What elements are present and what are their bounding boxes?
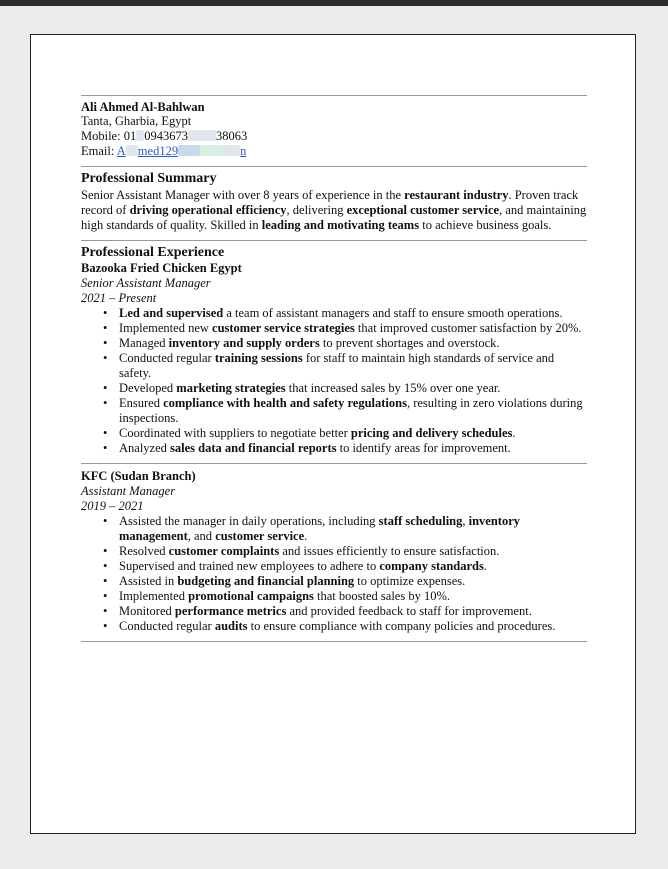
text-run: that boosted sales by 10%.: [313, 589, 450, 603]
bullet-item: [81, 441, 587, 456]
redaction-blur: [188, 130, 216, 141]
text-run: . Proven track record of: [81, 188, 579, 217]
candidate-name: Ali Ahmed Al-Bahlwan: [81, 100, 205, 114]
job-entry: [81, 261, 587, 456]
bold-text: promotional campaigns: [188, 589, 314, 603]
divider: [81, 463, 587, 464]
email-mid: med129: [137, 144, 179, 158]
divider: [81, 95, 587, 96]
email-end: n: [240, 144, 247, 158]
redaction-blur: [178, 145, 200, 156]
bullet-item: [81, 321, 587, 336]
experience-heading: Professional Experience: [81, 245, 225, 260]
contact-section: [81, 100, 587, 159]
text-run: Supervised and trained new employees to adhere to: [119, 559, 380, 573]
bullet-icon: •: [103, 321, 108, 335]
bullet-icon: •: [103, 306, 108, 320]
candidate-email: [81, 144, 587, 159]
text-run: Ensured: [119, 396, 164, 410]
text-run: Assisted the manager in daily operations, including: [119, 514, 379, 528]
job-bullet-list: [81, 306, 587, 456]
viewer-top-bar: [0, 0, 668, 6]
job-entry: [81, 469, 587, 634]
text-run: to optimize expenses.: [354, 574, 466, 588]
bold-text: pricing and delivery schedules: [350, 426, 513, 440]
document-page: [30, 34, 636, 834]
redaction-blur: [200, 145, 222, 156]
bold-text: customer service strategies: [212, 321, 355, 335]
text-run: Implemented new: [119, 321, 213, 335]
mobile-end: 38063: [215, 129, 248, 143]
bullet-icon: •: [103, 619, 108, 633]
divider: [81, 166, 587, 167]
experience-section: [81, 245, 587, 642]
text-run: Monitored: [119, 604, 175, 618]
bold-text: compliance with health and safety regulations: [163, 396, 407, 410]
text-run: Analyzed: [119, 441, 171, 455]
bullet-icon: •: [103, 514, 108, 528]
text-run: Conducted regular: [119, 619, 215, 633]
job-company: KFC (Sudan Branch): [81, 469, 196, 483]
text-run: Developed: [119, 381, 177, 395]
bullet-item: [81, 544, 587, 559]
text-run: Senior Assistant Manager with over 8 years of experience in the: [81, 188, 405, 202]
mobile-mid: 0943673: [144, 129, 188, 143]
bullet-icon: •: [103, 396, 108, 410]
bullet-icon: •: [103, 574, 108, 588]
bold-text: driving operational efficiency: [129, 203, 287, 217]
bold-text: staff scheduling: [378, 514, 463, 528]
bold-text: customer service: [215, 529, 305, 543]
bold-text: Led and supervised: [119, 306, 224, 320]
text-run: to identify areas for improvement.: [336, 441, 511, 455]
bullet-item: [81, 514, 587, 544]
bullet-icon: •: [103, 351, 108, 365]
text-run: .: [512, 426, 516, 440]
resume-content: [81, 95, 587, 642]
text-run: ,: [462, 514, 469, 528]
bullet-item: [81, 619, 587, 634]
text-run: , and: [187, 529, 216, 543]
mobile-start: 01: [123, 129, 137, 143]
email-label: Email:: [81, 144, 117, 158]
bullet-icon: •: [103, 336, 108, 350]
bold-text: exceptional customer service: [346, 203, 500, 217]
text-run: Managed: [119, 336, 169, 350]
bullet-item: [81, 381, 587, 396]
summary-heading: Professional Summary: [81, 171, 217, 186]
text-run: that increased sales by 15% over one year.: [285, 381, 501, 395]
divider: [81, 641, 587, 642]
mobile-label: Mobile:: [81, 129, 124, 143]
bold-text: leading and motivating teams: [261, 218, 420, 232]
bullet-item: [81, 336, 587, 351]
text-run: .: [304, 529, 308, 543]
text-run: , delivering: [286, 203, 347, 217]
bullet-item: [81, 306, 587, 321]
text-run: Assisted in: [119, 574, 178, 588]
bullet-icon: •: [103, 426, 108, 440]
text-run: for staff to maintain high standards of service and safety.: [119, 351, 555, 380]
job-company: Bazooka Fried Chicken Egypt: [81, 261, 242, 275]
bold-text: training sessions: [214, 351, 303, 365]
bullet-icon: •: [103, 381, 108, 395]
text-run: Implemented: [119, 589, 189, 603]
text-run: to prevent shortages and overstock.: [319, 336, 500, 350]
text-run: .: [483, 559, 488, 573]
bullet-item: [81, 426, 587, 441]
bullet-item: [81, 589, 587, 604]
bold-text: restaurant industry: [404, 188, 509, 202]
job-bullet-list: [81, 514, 587, 634]
text-run: a team of assistant managers and staff to ensure smooth operations.: [223, 306, 563, 320]
bold-text: marketing strategies: [176, 381, 286, 395]
email-start: A: [116, 144, 126, 158]
text-run: Coordinated with suppliers to negotiate better: [119, 426, 351, 440]
bullet-item: [81, 396, 587, 426]
divider: [81, 240, 587, 241]
text-run: , and maintaining high standards of quality. Skilled in: [81, 203, 587, 232]
bold-text: customer complaints: [168, 544, 280, 558]
text-run: to achieve business goals.: [419, 218, 552, 232]
bullet-item: [81, 351, 587, 381]
text-run: that improved customer satisfaction by 20%.: [354, 321, 582, 335]
candidate-location: Tanta, Gharbia, Egypt: [81, 114, 192, 128]
bullet-icon: •: [103, 589, 108, 603]
text-run: , resulting in zero violations during inspections.: [119, 396, 583, 425]
bullet-item: [81, 559, 587, 574]
text-run: and issues efficiently to ensure satisfaction.: [279, 544, 500, 558]
bold-text: performance metrics: [174, 604, 287, 618]
text-run: and provided feedback to staff for improvement.: [286, 604, 532, 618]
bullet-icon: •: [103, 544, 108, 558]
bullet-icon: •: [103, 559, 108, 573]
bullet-icon: •: [103, 441, 108, 455]
summary-section: [81, 171, 587, 233]
job-dates: 2019 – 2021: [81, 499, 144, 513]
bold-text: sales data and financial reports: [170, 441, 337, 455]
bullet-icon: •: [103, 604, 108, 618]
redaction-blur: [126, 145, 138, 156]
job-title: Assistant Manager: [81, 484, 176, 498]
text-run: to ensure compliance with company policies and procedures.: [247, 619, 556, 633]
bold-text: company standards: [379, 559, 484, 573]
candidate-mobile: [81, 129, 587, 144]
bold-text: inventory and supply orders: [168, 336, 320, 350]
bold-text: audits: [214, 619, 248, 633]
job-title: Senior Assistant Manager: [81, 276, 211, 290]
bullet-item: [81, 574, 587, 589]
job-dates: 2021 – Present: [81, 291, 157, 305]
text-run: Conducted regular: [119, 351, 215, 365]
bullet-item: [81, 604, 587, 619]
redaction-blur: [222, 145, 240, 156]
bold-text: inventory management: [119, 514, 521, 543]
summary-text: [81, 188, 587, 233]
bold-text: budgeting and financial planning: [177, 574, 355, 588]
text-run: Resolved: [119, 544, 169, 558]
email-link[interactable]: [117, 144, 247, 158]
